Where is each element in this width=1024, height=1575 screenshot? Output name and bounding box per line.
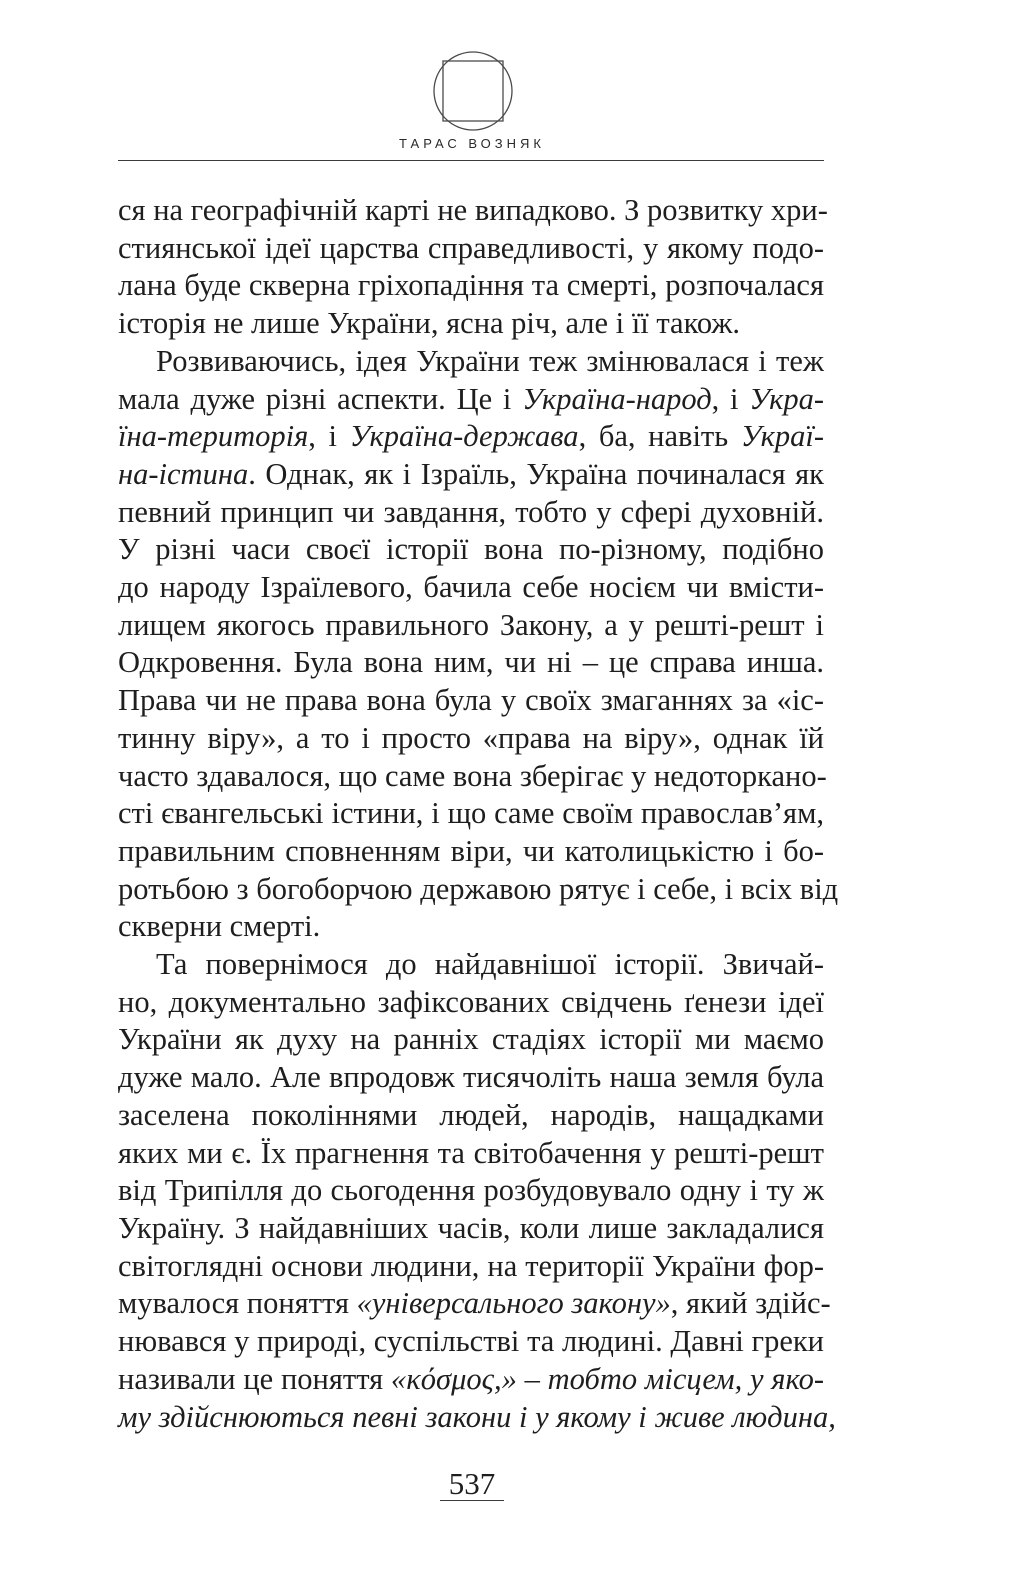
- text-line: [118, 1248, 824, 1286]
- page-number: 537: [448, 1466, 496, 1501]
- text-line: [118, 192, 828, 230]
- text-run: дуже мало. Але впродовж тисячоліть наша земля була: [118, 1060, 824, 1095]
- text-run: до народу Ізраїлевого, бачила себе носієм чи вмісти-: [118, 570, 824, 605]
- italic-text: Україна-держава: [349, 419, 579, 454]
- italic-text: му здійснюються певні закони і у якому і живе людина,: [118, 1399, 836, 1434]
- text-run: , і: [711, 381, 750, 416]
- text-run: нювався у природі, суспільстві та людині. Давні греки: [118, 1324, 824, 1359]
- text-line: [118, 418, 824, 456]
- text-line: [118, 230, 824, 268]
- text-line: [118, 1323, 824, 1361]
- text-line: [118, 456, 824, 494]
- text-line: [118, 908, 824, 946]
- text-run: яких ми є. Їх прагнення та світобачення у решті-решт: [118, 1135, 824, 1170]
- text-line: [118, 1361, 824, 1399]
- text-run: Розвиваючись, ідея України теж змінювалася і теж: [156, 343, 824, 378]
- text-line: [118, 682, 824, 720]
- text-run: історія не лише України, ясна річ, але і її також.: [118, 306, 741, 341]
- text-line: [118, 758, 827, 796]
- page-number-underline: [440, 1500, 504, 1501]
- text-line: [118, 1285, 831, 1323]
- text-line: [118, 795, 824, 833]
- text-line: [118, 1135, 824, 1173]
- text-line: [118, 871, 839, 909]
- text-run: часто здавалося, що саме вона зберігає у недоторкано-: [118, 758, 827, 793]
- text-run: сті євангельські істини, і що саме своїм православ’ям,: [118, 796, 824, 831]
- italic-text: Укра-: [749, 381, 824, 416]
- text-line: [118, 1399, 836, 1437]
- text-run: заселена поколіннями людей, народів, нащадками: [118, 1097, 824, 1132]
- text-line: [118, 1172, 824, 1210]
- italic-text: Україна-народ: [522, 381, 712, 416]
- text-run: мувалося поняття: [118, 1286, 357, 1321]
- italic-text: «універсального закону»: [356, 1286, 671, 1321]
- italic-text: їна-територія: [118, 419, 309, 454]
- text-line: [118, 381, 824, 419]
- text-run: мала дуже різні аспекти. Це і: [118, 381, 523, 416]
- text-line: [118, 305, 824, 343]
- text-line: [118, 1021, 824, 1059]
- text-line: [118, 1097, 824, 1135]
- text-line: [118, 607, 824, 645]
- text-run: Права чи не права вона була у своїх змаганнях за «іс-: [118, 683, 824, 718]
- text-line: [118, 1210, 824, 1248]
- italic-text: Украї-: [740, 419, 824, 454]
- text-run: стиянської ідеї царства справедливості, у якому подо-: [118, 230, 824, 265]
- text-run: лана буде скверна гріхопадіння та смерті, розпочалася: [118, 268, 824, 303]
- text-run: ся на географічній карті не випадково. З розвитку хри-: [118, 193, 828, 227]
- text-run: Україну. З найдавніших часів, коли лише закладалися: [118, 1210, 824, 1245]
- text-line: [118, 267, 824, 305]
- text-run: ротьбою з богоборчою державою рятує і себе, і всіх від: [118, 871, 839, 906]
- text-run: називали це поняття: [118, 1361, 391, 1396]
- text-run: , і: [308, 419, 350, 454]
- text-run: правильним сповненням віри, чи католицькістю і бо-: [118, 833, 824, 868]
- text-line: [118, 1059, 824, 1097]
- text-run: певний принцип чи завдання, тобто у сфері духовній.: [118, 494, 824, 529]
- text-run: Та повернімося до найдавнішої історії. Звичай-: [156, 947, 824, 982]
- text-run: світоглядні основи людини, на території України фор-: [118, 1248, 824, 1283]
- text-line: [118, 569, 824, 607]
- text-line: [118, 531, 824, 569]
- text-run: . Однак, як і Ізраїль, Україна починалася як: [248, 456, 824, 491]
- text-line: [118, 644, 824, 682]
- circle-square-emblem-icon: [432, 50, 514, 132]
- text-line: [118, 720, 824, 758]
- running-head: ТАРАС ВОЗНЯК: [399, 136, 545, 151]
- text-run: від Трипілля до сьогодення розбудовувало одну і ту ж: [118, 1173, 824, 1208]
- text-line: [118, 984, 824, 1022]
- text-run: Одкровення. Була вона ним, чи ні – це справа инша.: [118, 645, 824, 680]
- text-line: [118, 833, 824, 871]
- text-run: , який здійс-: [670, 1286, 831, 1321]
- text-run: України як духу на ранніх стадіях історії ми маємо: [118, 1022, 824, 1057]
- text-run: лищем якогось правильного Закону, а у решті-решт і: [118, 607, 824, 642]
- text-run: тинну віру», а то і просто «права на віру», однак їй: [118, 720, 824, 755]
- italic-text: «κόσμος,» – тобто місцем, у яко-: [390, 1361, 824, 1396]
- text-run: скверни смерті.: [118, 909, 321, 944]
- header-rule: [118, 160, 824, 161]
- text-run: , ба, навіть: [578, 419, 741, 454]
- italic-text: на-істина: [118, 456, 249, 491]
- text-line: [118, 946, 824, 984]
- text-run: но, документально зафіксованих свідчень ґенези ідеї: [118, 984, 824, 1019]
- text-line: [118, 343, 824, 381]
- text-run: У різні часи своєї історії вона по-різному, подібно: [118, 532, 824, 567]
- body-text: [118, 192, 839, 1436]
- text-line: [118, 494, 824, 532]
